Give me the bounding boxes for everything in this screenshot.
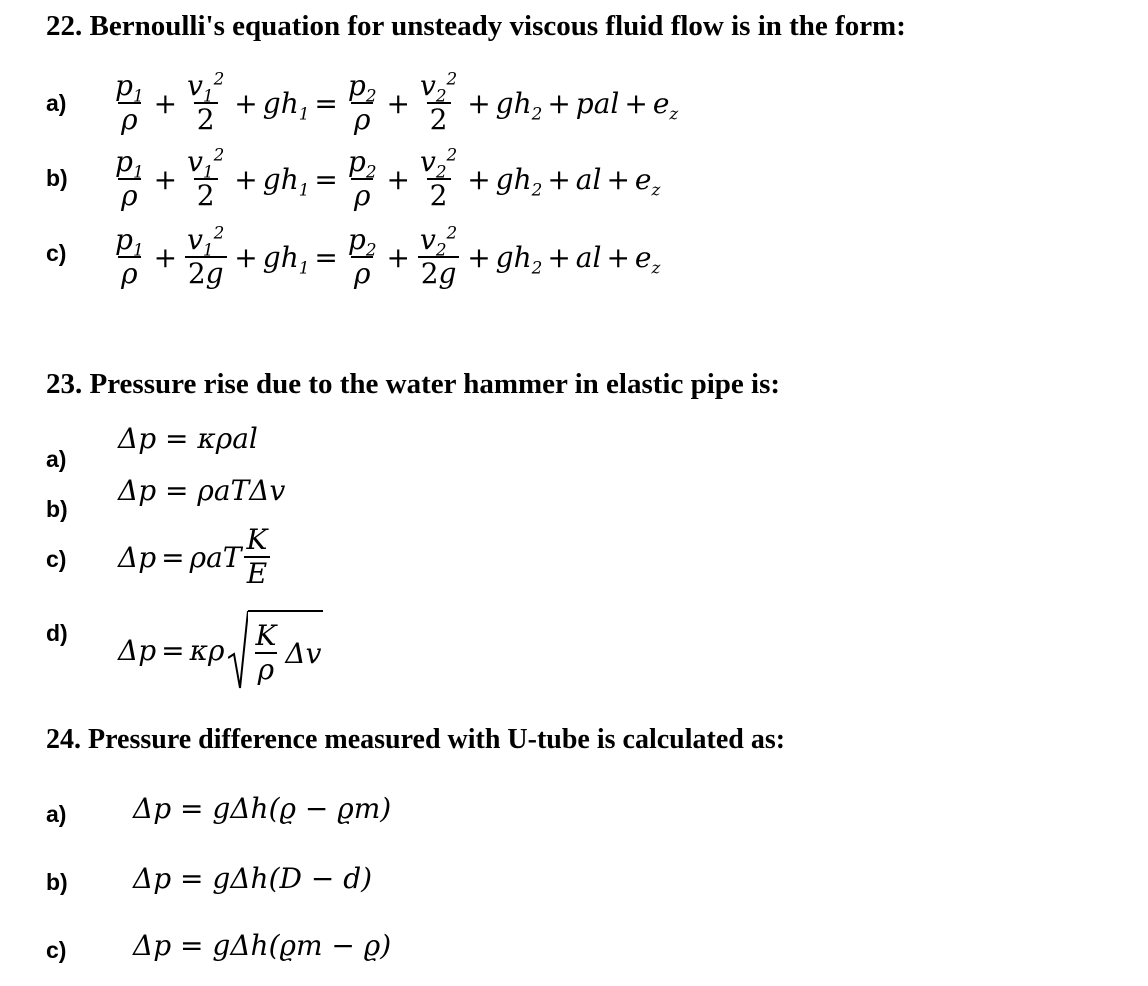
question-22-title: 22. Bernoulli's equation for unsteady viscous fluid flow is in the form: xyxy=(46,10,906,42)
square-root: $\frac{K}{\rho}$ Δv xyxy=(228,610,323,690)
q22-option-c-label: c) xyxy=(46,240,67,266)
question-24-title: 24. Pressure difference measured with U-tube is calculated as: xyxy=(46,724,786,755)
q22-option-a-extra-term: pal xyxy=(575,86,620,120)
q22-option-c-extra-term: al xyxy=(575,240,602,274)
q22-option-b-formula: $\frac{p_1}{\rho}$ + $\frac{v_1^2}{2}$ + $gh_1$ = $\frac{p_2}{\rho}$ + $\frac{v_2^2}{2}$ + $gh_2$ + al + $e_z$ xyxy=(115,144,661,212)
q23-option-a-formula: Δp = κρal xyxy=(118,422,258,455)
q24-option-a-formula: Δp = gΔh(ϱ − ϱm) xyxy=(133,792,392,825)
q24-option-b-label: b) xyxy=(46,869,68,895)
q22-option-b-extra-term: al xyxy=(575,162,602,196)
q22-option-a-formula: $\frac{p_1}{\rho}$ + $\frac{v_1^2}{2}$ + $gh_1$ = $\frac{p_2}{\rho}$ + $\frac{v_2^2}{2}$ + $gh_2$ + pal + $e_z$ xyxy=(115,68,679,136)
question-23-title: 23. Pressure rise due to the water hammer in elastic pipe is: xyxy=(46,368,781,400)
q23-option-c-label: c) xyxy=(46,546,67,572)
radical-sign-icon xyxy=(228,610,248,690)
q23-option-d-formula: Δp = κρ $\frac{K}{\rho}$ Δv xyxy=(118,610,323,690)
q22-option-b-label: b) xyxy=(46,165,68,191)
q22-option-a-label: a) xyxy=(46,90,67,116)
q23-option-a-label: a) xyxy=(46,446,67,472)
q22-option-c-formula: $\frac{p_1}{\rho}$ + $\frac{v_1^2}{2g}$ + $gh_1$ = $\frac{p_2}{\rho}$ + $\frac{v_2^2}{2g}$ + $gh_2$ + al + $e_z$ xyxy=(115,222,661,290)
q24-option-c-label: c) xyxy=(46,937,67,963)
q23-option-b-label: b) xyxy=(46,496,68,522)
q24-option-b-formula: Δp = gΔh(D − d) xyxy=(133,862,373,895)
q23-option-c-formula: Δp = ρaT $\frac{K}{E}$ xyxy=(118,526,272,588)
q23-option-d-label: d) xyxy=(46,620,68,646)
q24-option-a-label: a) xyxy=(46,801,67,827)
q23-option-b-formula: Δp = ρaTΔv xyxy=(118,474,286,507)
q24-option-c-formula: Δp = gΔh(ϱm − ϱ) xyxy=(133,929,392,962)
